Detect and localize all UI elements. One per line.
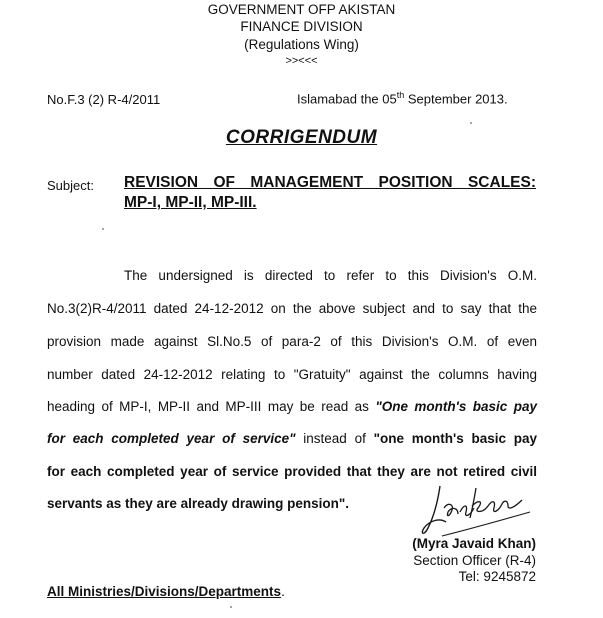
file-number: No.F.3 (2) R-4/2011 xyxy=(47,92,161,107)
place-date-sup: th xyxy=(396,90,405,100)
distribution-label: All Ministries/Divisions/Departments xyxy=(47,584,282,599)
header-ornament: >><<< xyxy=(285,55,318,67)
scan-speck xyxy=(230,606,232,608)
header-division: FINANCE DIVISION xyxy=(240,19,363,34)
body-line-6-emphasis: for each completed year of service" xyxy=(47,431,296,446)
scan-speck xyxy=(470,122,472,124)
place-date-prefix: Islamabad the 05 xyxy=(297,91,397,107)
body-line-3: provision made against Sl.No.5 of para-2 of this Division's O.M. of even xyxy=(47,334,537,349)
body-line-5 xyxy=(47,399,537,414)
signatory-name: (Myra Javaid Khan) xyxy=(412,536,536,551)
body-line-1: The undersigned is directed to refer to this Division's O.M. xyxy=(124,268,537,283)
distribution-trailing: . xyxy=(281,584,285,599)
place-date-suffix: September 2013. xyxy=(404,91,508,107)
signatory-tel: Tel: 9245872 xyxy=(458,569,536,584)
header-wing: (Regulations Wing) xyxy=(244,37,359,52)
body-line-2: No.3(2)R-4/2011 dated 24-12-2012 on the above subject and to say that the xyxy=(47,301,537,316)
body-line-6-bold: "one month's basic pay xyxy=(373,431,538,446)
subject-label: Subject: xyxy=(47,178,94,193)
scan-speck xyxy=(102,228,104,230)
body-line-4: number dated 24-12-2012 relating to "Gratuity" against the columns having xyxy=(47,367,537,382)
subject-line-2: MP-I, MP-II, MP-III. xyxy=(124,194,257,211)
header-government: GOVERNMENT OFP AKISTAN xyxy=(207,2,396,17)
body-line-5-plain: heading of MP-I, MP-II and MP-III may be read as xyxy=(47,399,376,414)
body-line-6 xyxy=(47,431,537,446)
body-line-6-plain: instead of xyxy=(295,431,374,446)
subject-line-1: REVISION OF MANAGEMENT POSITION SCALES: xyxy=(124,174,536,191)
document-title: CORRIGENDUM xyxy=(225,127,378,148)
place-date xyxy=(297,90,508,106)
distribution xyxy=(47,584,285,599)
signatory-designation: Section Officer (R-4) xyxy=(413,553,536,568)
body-line-5-emphasis: "One month's basic pay xyxy=(375,399,537,414)
body-line-8: servants as they are already drawing pension". xyxy=(47,496,350,511)
body-line-7: for each completed year of service provided that they are not retired civil xyxy=(47,464,537,479)
